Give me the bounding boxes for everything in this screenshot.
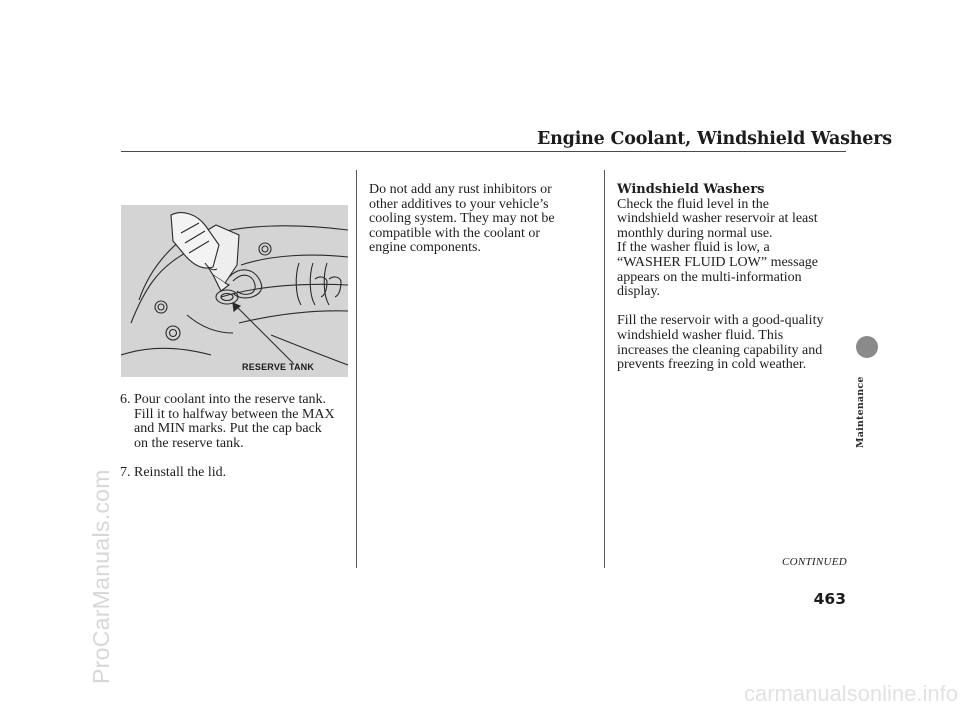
column-divider-right bbox=[604, 170, 605, 568]
watermark-left: ProCarManuals.com bbox=[88, 469, 114, 684]
step-text: Reinstall the lid. bbox=[134, 464, 227, 480]
section-heading: Windshield Washers bbox=[617, 182, 765, 197]
coolant-additive-note: Do not add any rust inhibitors or other additives to your vehicle’s cooling system. They may not be compatible with the coolant or engine components. bbox=[369, 182, 555, 256]
watermark-bottom: carmanualsonline.info bbox=[743, 681, 958, 706]
middle-column bbox=[369, 183, 601, 256]
continued-label: CONTINUED bbox=[781, 556, 847, 568]
paragraph-fill-reservoir: Fill the reservoir with a good-quality windshield washer fluid. This increases the cleaning capability and prevents freezing in cold weather. bbox=[617, 313, 824, 373]
step-text: Pour coolant into the reserve tank. Fill it to halfway between the MAX and MIN marks. Put the cap back on the reserve tank. bbox=[134, 392, 335, 451]
paragraph-low-fluid: If the washer fluid is low, a “WASHER FLUID LOW” message appears on the multi-information display. bbox=[617, 240, 819, 300]
figure-label: RESERVE TANK bbox=[242, 362, 315, 372]
step-number: 7. bbox=[120, 464, 131, 480]
steps-list bbox=[120, 393, 352, 481]
step-number: 6. bbox=[120, 392, 131, 407]
reserve-tank-illustration bbox=[121, 205, 348, 377]
section-tab-marker bbox=[856, 336, 878, 358]
step-7 bbox=[120, 466, 352, 481]
page-title: Engine Coolant, Windshield Washers bbox=[537, 129, 892, 149]
page-number: 463 bbox=[813, 590, 846, 608]
section-tab-label: Maintenance bbox=[855, 376, 866, 448]
right-column bbox=[617, 183, 852, 373]
header-rule bbox=[121, 151, 846, 152]
reserve-tank-drawing bbox=[121, 205, 348, 377]
paragraph-check-level: Check the fluid level in the windshield washer reservoir at least monthly during normal use. bbox=[617, 196, 818, 241]
step-6 bbox=[120, 393, 352, 451]
column-divider-left bbox=[356, 170, 357, 568]
